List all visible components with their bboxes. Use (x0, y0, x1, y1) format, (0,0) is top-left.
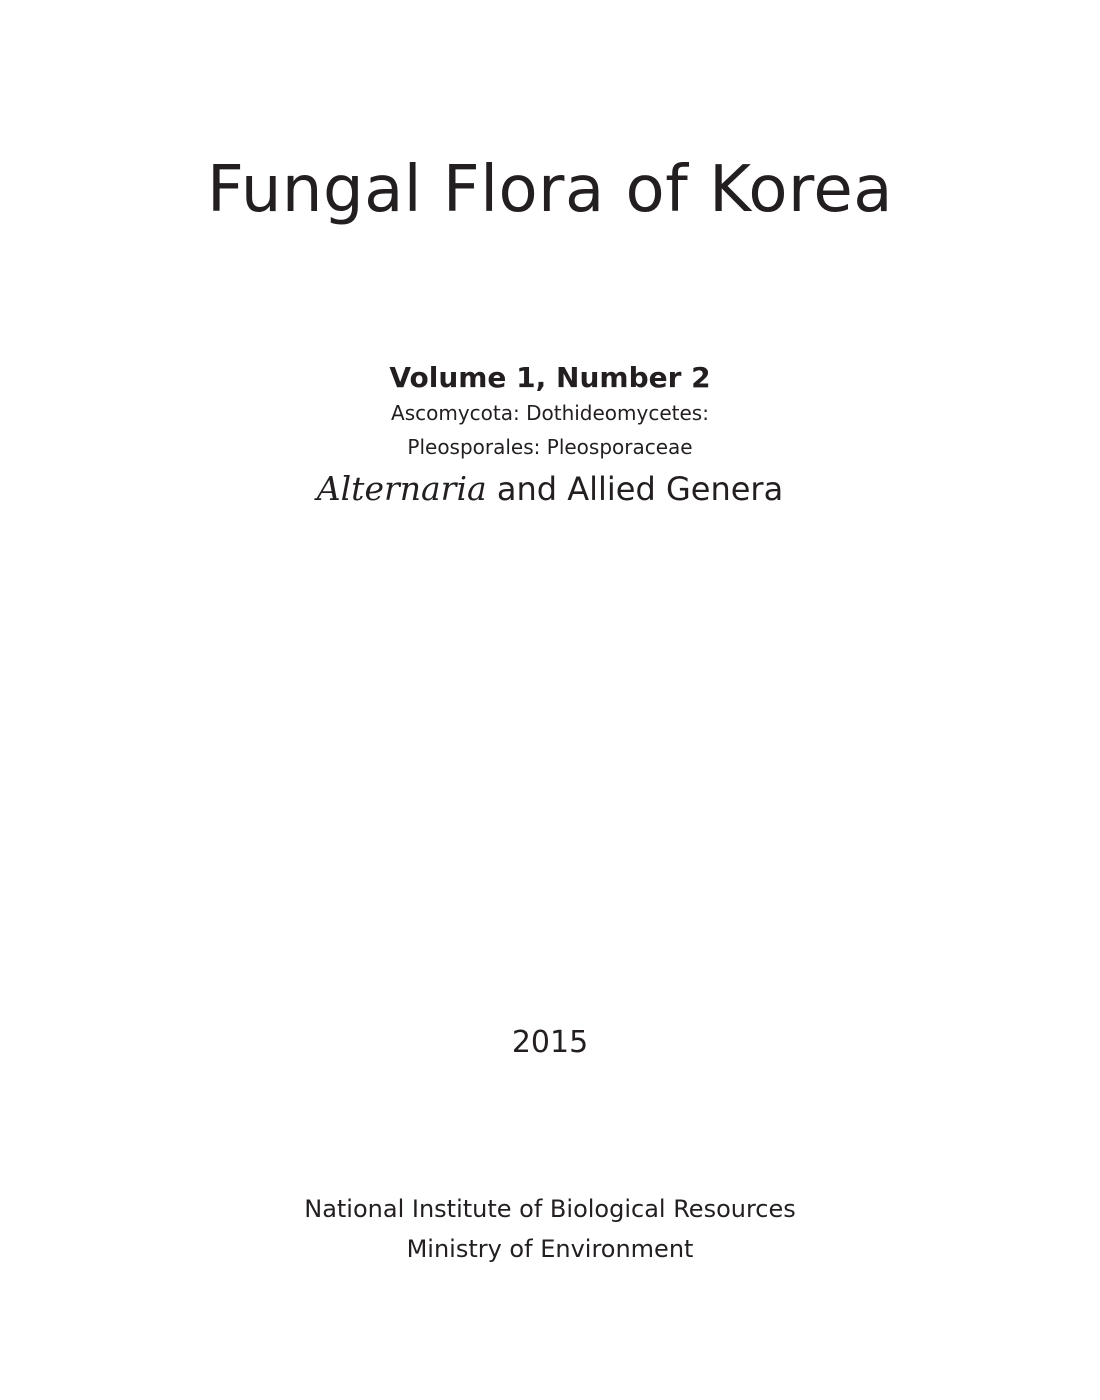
taxonomy-line-2: Pleosporales: Pleosporaceae (407, 435, 693, 459)
volume-number: Volume 1, Number 2 (389, 361, 711, 394)
publisher-ministry: Ministry of Environment (406, 1235, 694, 1263)
subject-rest: and Allied Genera (486, 470, 784, 508)
genus-name: Alternaria (316, 469, 487, 508)
book-title: Fungal Flora of Korea (207, 153, 893, 227)
publisher-institute: National Institute of Biological Resources (304, 1195, 796, 1223)
taxonomy-line-1: Ascomycota: Dothideomycetes: (391, 401, 709, 425)
subject-title (0, 466, 1100, 512)
publication-year: 2015 (511, 1025, 589, 1060)
